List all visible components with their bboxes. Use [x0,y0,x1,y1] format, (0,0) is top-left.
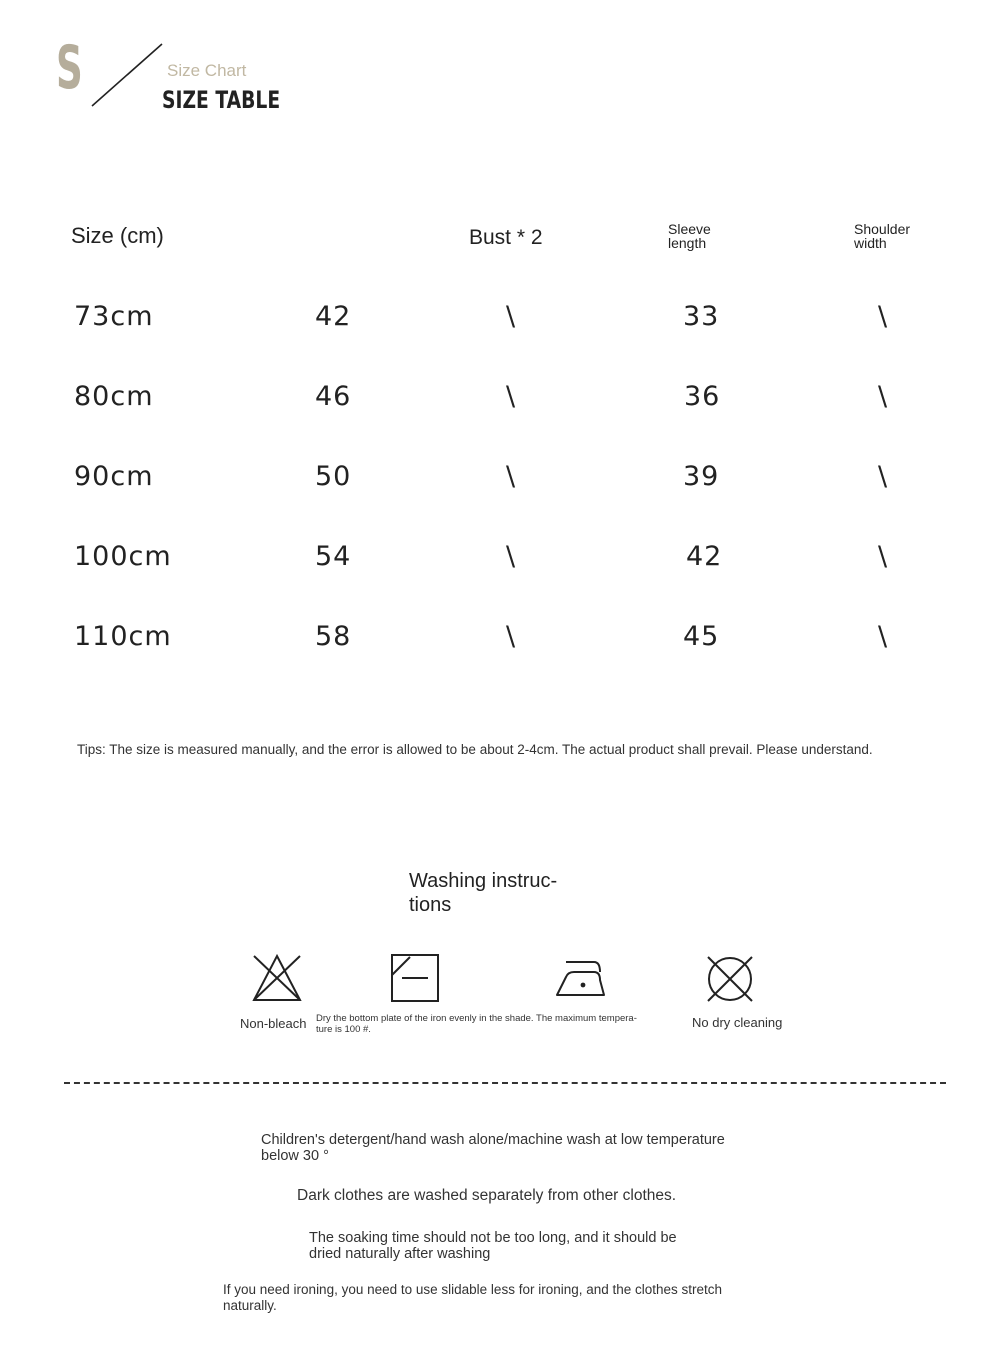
tips-text: Tips: The size is measured manually, and the error is allowed to be about 2-4cm. The actual product shall prevail. Please understand. [77,742,873,757]
washing-title: Washing instruc- tions [409,870,558,916]
header-shoulder-width: Shoulder width [854,221,911,251]
cell-col2: 46 [315,381,352,412]
cell-col2: 54 [315,541,352,572]
cell-size: 90cm [74,461,154,492]
no-bleach-icon [250,952,304,1004]
no-dry-clean-label: No dry cleaning [692,1015,783,1030]
cell-col2: 58 [315,621,352,652]
cell-bust: \ [506,381,517,412]
note-dark-clothes: Dark clothes are washed separately from other clothes. [297,1187,677,1204]
cell-size: 110cm [74,621,172,652]
dry-in-shade-label: Dry the bottom plate of the iron evenly in the shade. The maximum tempera- ture is 100 #. [316,1013,637,1035]
note-detergent: Children's detergent/hand wash alone/machine wash at low temperature below 30 ° [261,1132,725,1164]
no-bleach-label: Non-bleach [240,1016,307,1031]
size-chart-subtitle: Size Chart [167,61,247,80]
logo-letter: S [56,33,83,103]
header-slash-line [88,40,168,112]
cell-shoulder: \ [878,461,889,492]
header-size: Size (cm) [71,223,164,248]
cell-col2: 50 [315,461,352,492]
note-soaking: The soaking time should not be too long, and it should be dried naturally after washing [309,1230,677,1262]
cell-size: 73cm [74,301,154,332]
cell-size: 100cm [74,541,172,572]
cell-bust: \ [506,541,517,572]
dry-in-shade-icon [390,953,440,1003]
cell-size: 80cm [74,381,154,412]
cell-sleeve: 39 [683,461,720,492]
iron-icon [554,958,608,998]
cell-shoulder: \ [878,621,889,652]
header-bust: Bust * 2 [469,226,543,249]
cell-bust: \ [506,621,517,652]
cell-bust: \ [506,301,517,332]
dashed-divider [64,1082,946,1084]
cell-sleeve: 36 [684,381,721,412]
cell-shoulder: \ [878,381,889,412]
cell-shoulder: \ [878,541,889,572]
cell-col2: 42 [315,301,352,332]
size-table-title: SIZE TABLE [162,86,281,114]
cell-bust: \ [506,461,517,492]
cell-sleeve: 33 [683,301,720,332]
header-sleeve-length: Sleeve length [668,221,711,251]
note-ironing: If you need ironing, you need to use slidable less for ironing, and the clothes stretch naturally. [223,1282,723,1313]
no-dry-clean-icon [704,953,756,1005]
cell-sleeve: 45 [683,621,720,652]
cell-sleeve: 42 [686,541,723,572]
cell-shoulder: \ [878,301,889,332]
